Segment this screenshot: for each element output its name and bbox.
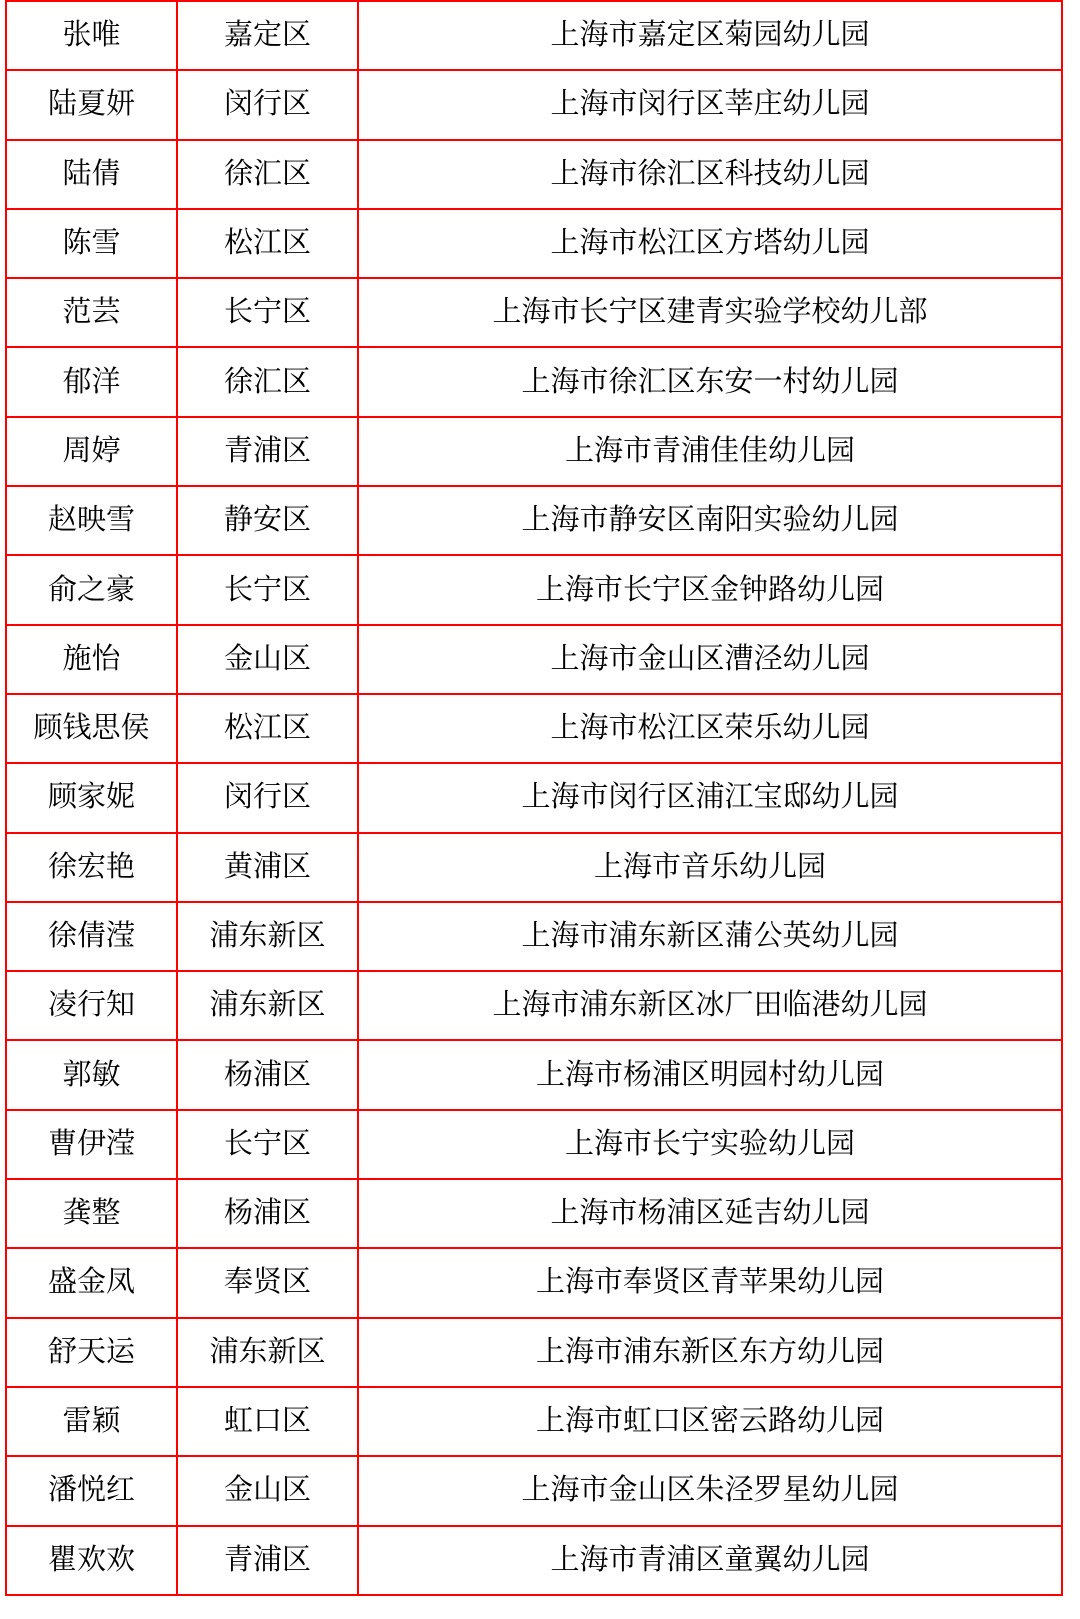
table-row xyxy=(6,902,1062,971)
cell-district: 嘉定区 xyxy=(177,1,358,70)
roster-table xyxy=(5,0,1063,1596)
table-row xyxy=(6,1456,1062,1525)
cell-district: 松江区 xyxy=(177,209,358,278)
cell-district: 杨浦区 xyxy=(177,1040,358,1109)
cell-name: 俞之豪 xyxy=(6,555,177,624)
cell-district: 虹口区 xyxy=(177,1387,358,1456)
cell-school: 上海市浦东新区蒲公英幼儿园 xyxy=(358,902,1062,971)
cell-district: 浦东新区 xyxy=(177,902,358,971)
cell-district: 长宁区 xyxy=(177,278,358,347)
cell-school: 上海市徐汇区科技幼儿园 xyxy=(358,140,1062,209)
table-row xyxy=(6,971,1062,1040)
cell-district: 徐汇区 xyxy=(177,347,358,416)
cell-district: 奉贤区 xyxy=(177,1248,358,1317)
cell-name: 瞿欢欢 xyxy=(6,1526,177,1595)
table-row xyxy=(6,1,1062,70)
cell-district: 青浦区 xyxy=(177,417,358,486)
cell-school: 上海市音乐幼儿园 xyxy=(358,833,1062,902)
cell-name: 龚整 xyxy=(6,1179,177,1248)
cell-school: 上海市金山区漕泾幼儿园 xyxy=(358,625,1062,694)
cell-school: 上海市浦东新区冰厂田临港幼儿园 xyxy=(358,971,1062,1040)
cell-district: 静安区 xyxy=(177,486,358,555)
table-row xyxy=(6,1179,1062,1248)
cell-school: 上海市奉贤区青苹果幼儿园 xyxy=(358,1248,1062,1317)
cell-school: 上海市闵行区莘庄幼儿园 xyxy=(358,70,1062,139)
cell-name: 郭敏 xyxy=(6,1040,177,1109)
cell-school: 上海市金山区朱泾罗星幼儿园 xyxy=(358,1456,1062,1525)
table-row xyxy=(6,1248,1062,1317)
cell-district: 松江区 xyxy=(177,694,358,763)
cell-name: 范芸 xyxy=(6,278,177,347)
cell-name: 徐宏艳 xyxy=(6,833,177,902)
cell-name: 盛金凤 xyxy=(6,1248,177,1317)
cell-name: 顾家妮 xyxy=(6,763,177,832)
table-row xyxy=(6,1387,1062,1456)
table-row xyxy=(6,1526,1062,1595)
cell-school: 上海市长宁区金钟路幼儿园 xyxy=(358,555,1062,624)
cell-school: 上海市长宁区建青实验学校幼儿部 xyxy=(358,278,1062,347)
cell-school: 上海市闵行区浦江宝邸幼儿园 xyxy=(358,763,1062,832)
table-row xyxy=(6,694,1062,763)
table-row xyxy=(6,1110,1062,1179)
cell-district: 闵行区 xyxy=(177,70,358,139)
cell-name: 凌行知 xyxy=(6,971,177,1040)
cell-name: 陆倩 xyxy=(6,140,177,209)
cell-district: 浦东新区 xyxy=(177,971,358,1040)
table-row xyxy=(6,1318,1062,1387)
cell-district: 浦东新区 xyxy=(177,1318,358,1387)
cell-school: 上海市长宁实验幼儿园 xyxy=(358,1110,1062,1179)
cell-name: 陈雪 xyxy=(6,209,177,278)
table-row xyxy=(6,555,1062,624)
table-row xyxy=(6,140,1062,209)
cell-district: 长宁区 xyxy=(177,555,358,624)
cell-name: 徐倩滢 xyxy=(6,902,177,971)
cell-school: 上海市嘉定区菊园幼儿园 xyxy=(358,1,1062,70)
cell-name: 赵映雪 xyxy=(6,486,177,555)
cell-name: 施怡 xyxy=(6,625,177,694)
cell-name: 潘悦红 xyxy=(6,1456,177,1525)
cell-school: 上海市徐汇区东安一村幼儿园 xyxy=(358,347,1062,416)
cell-district: 黄浦区 xyxy=(177,833,358,902)
table-row xyxy=(6,625,1062,694)
cell-district: 徐汇区 xyxy=(177,140,358,209)
table-row xyxy=(6,70,1062,139)
cell-name: 曹伊滢 xyxy=(6,1110,177,1179)
cell-district: 青浦区 xyxy=(177,1526,358,1595)
cell-district: 杨浦区 xyxy=(177,1179,358,1248)
cell-name: 周婷 xyxy=(6,417,177,486)
cell-school: 上海市浦东新区东方幼儿园 xyxy=(358,1318,1062,1387)
table-row xyxy=(6,209,1062,278)
cell-school: 上海市杨浦区延吉幼儿园 xyxy=(358,1179,1062,1248)
cell-school: 上海市虹口区密云路幼儿园 xyxy=(358,1387,1062,1456)
cell-name: 雷颖 xyxy=(6,1387,177,1456)
roster-table-body xyxy=(6,1,1062,1595)
cell-school: 上海市杨浦区明园村幼儿园 xyxy=(358,1040,1062,1109)
table-row xyxy=(6,1040,1062,1109)
cell-district: 金山区 xyxy=(177,1456,358,1525)
cell-school: 上海市松江区方塔幼儿园 xyxy=(358,209,1062,278)
cell-name: 郁洋 xyxy=(6,347,177,416)
cell-name: 陆夏妍 xyxy=(6,70,177,139)
cell-name: 舒天运 xyxy=(6,1318,177,1387)
cell-district: 金山区 xyxy=(177,625,358,694)
cell-name: 张唯 xyxy=(6,1,177,70)
table-row xyxy=(6,833,1062,902)
cell-school: 上海市松江区荣乐幼儿园 xyxy=(358,694,1062,763)
cell-name: 顾钱思侯 xyxy=(6,694,177,763)
cell-district: 长宁区 xyxy=(177,1110,358,1179)
cell-school: 上海市青浦佳佳幼儿园 xyxy=(358,417,1062,486)
cell-school: 上海市青浦区童翼幼儿园 xyxy=(358,1526,1062,1595)
table-row xyxy=(6,278,1062,347)
table-row xyxy=(6,763,1062,832)
cell-school: 上海市静安区南阳实验幼儿园 xyxy=(358,486,1062,555)
cell-district: 闵行区 xyxy=(177,763,358,832)
table-row xyxy=(6,347,1062,416)
table-row xyxy=(6,417,1062,486)
table-row xyxy=(6,486,1062,555)
